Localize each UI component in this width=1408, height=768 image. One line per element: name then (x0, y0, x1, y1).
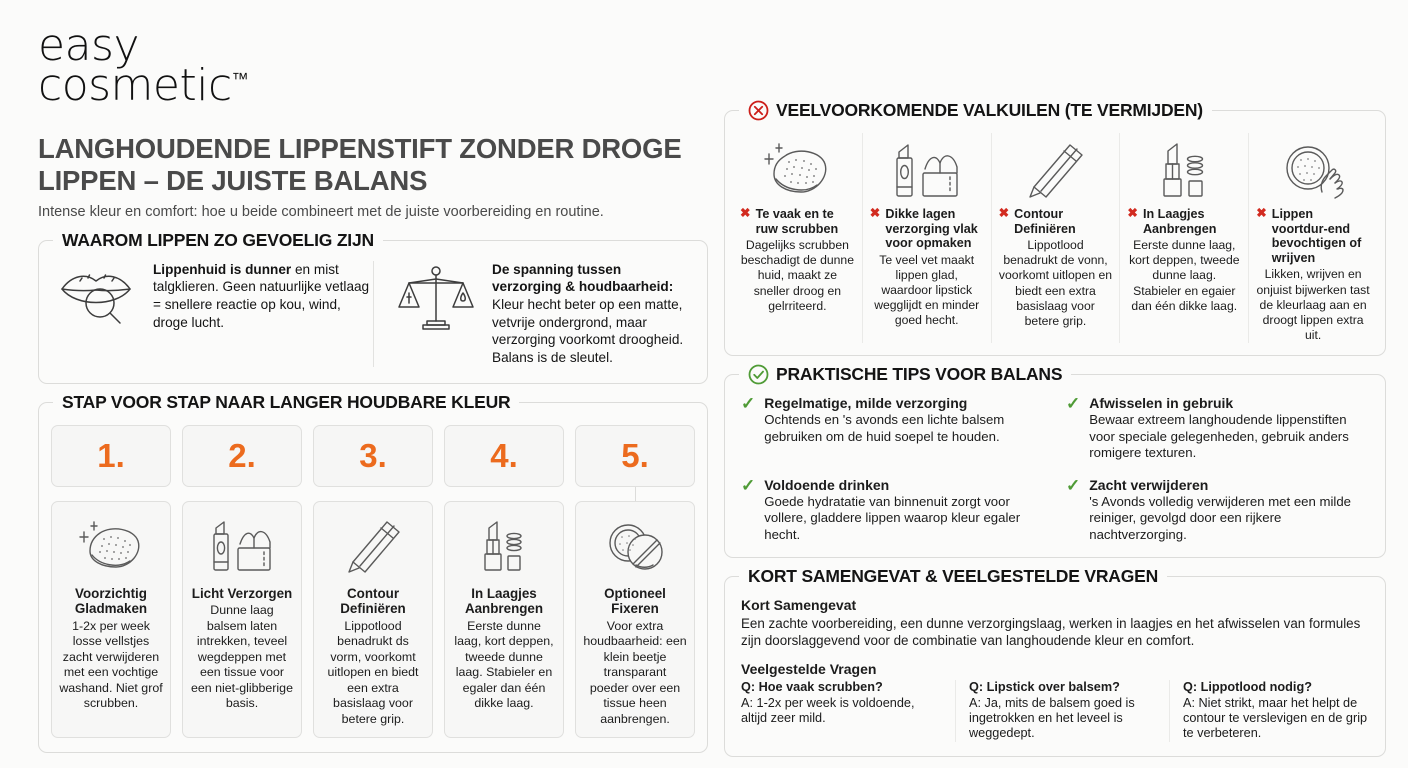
tip-text: 's Avonds volledig verwijderen met een milde reiniger, gevolgd door een rijkere nachtverzorging. (1089, 493, 1352, 542)
step-card (444, 501, 564, 739)
check-marker-icon: ✓ (1066, 394, 1081, 413)
pitfall-title-row (1127, 207, 1241, 236)
x-marker-icon: ✖ (1256, 206, 1267, 220)
check-marker-icon: ✓ (741, 394, 756, 413)
faq-item (955, 680, 1155, 742)
step-number-1: 1. (51, 425, 171, 487)
lipstick-icon (476, 511, 532, 583)
faq-answer: A: Niet strikt, maar het helpt de contour te verslevigen en de grip te verbeteren. (1183, 695, 1368, 741)
why-panel-legend-label: WAAROM LIPPEN ZO GEVOELIG ZIJN (62, 229, 374, 250)
brand-line-1: easy (38, 20, 139, 71)
pitfall-title-row (740, 207, 855, 236)
balm-tissue-icon (206, 511, 278, 583)
pitfall-item (1119, 133, 1248, 343)
summary-title: Kort Samengevat (741, 597, 857, 613)
circle-check-icon (748, 364, 769, 385)
pitfall-item (991, 133, 1120, 343)
pitfall-item (733, 133, 862, 343)
step-card-title: In Laagjes Aanbrengen (464, 585, 544, 617)
pitfall-title: Contour Definiëren (1014, 207, 1076, 236)
lips-magnifier-icon (53, 261, 141, 325)
step-card-text: Eerste dunne laag, kort deppen, tweede dunne laag. Stabieler en egaler dan één dikke laag. (454, 618, 554, 711)
why-item-text (492, 261, 693, 367)
sponge-sparkle-icon (78, 511, 144, 583)
balance-scale-icon (392, 261, 480, 333)
faq-title: Veelgestelde Vragen (741, 661, 877, 678)
step-card (182, 501, 302, 739)
pitfall-title-row (999, 207, 1113, 236)
step-card (51, 501, 171, 739)
lipstick-icon (1127, 133, 1241, 207)
pitfall-text: Te veel vet maakt lippen glad, waardoor lipstick wegglijdt en minder goed hecht. (874, 252, 980, 328)
tip-item (1066, 477, 1369, 544)
why-item (53, 261, 373, 367)
step-number-2: 2. (182, 425, 302, 487)
step-card (575, 501, 695, 739)
step-number-4: 4. (444, 425, 564, 487)
faq-answer: A: Ja, mits de balsem goed is ingetrokken en het leveel is weggedept. (969, 695, 1135, 741)
why-item (373, 261, 693, 367)
x-marker-icon: ✖ (740, 206, 751, 220)
lip-pencil-icon (343, 511, 403, 583)
pitfalls-panel (724, 100, 1386, 356)
summary-panel-legend-label: KORT SAMENGEVAT & VEELGESTELDE VRAGEN (748, 566, 1159, 586)
step-card-text: Lippotlood benadrukt ds vorm, voorkomt uitlopen en biedt een extra basislaag voor betere grip. (327, 618, 419, 726)
trademark-symbol: ™ (231, 69, 249, 90)
steps-panel (38, 391, 708, 754)
step-card-title: Contour Definiëren (340, 585, 406, 617)
step-number-row (51, 425, 695, 487)
pitfall-text: Eerste dunne laag, kort deppen, tweede dunne laag. Stabieler en egaier dan één dikke laag. (1129, 238, 1240, 313)
faq-item (1169, 680, 1369, 742)
brand-line-2: cosmetic (38, 60, 232, 112)
brand-logo (38, 20, 708, 112)
pitfalls-panel-legend-label: VEELVOORKOMENDE VALKUILEN (TE VERMIJDEN) (776, 100, 1203, 120)
lip-pencil-icon (999, 133, 1113, 207)
steps-panel-legend-label: STAP VOOR STAP NAAR LANGER HOUDBARE KLEUR (62, 391, 511, 412)
x-marker-icon: ✖ (869, 206, 881, 220)
circle-x-icon (748, 100, 769, 121)
faq-item (741, 680, 941, 742)
pitfall-title: Lippen voortdur-end bevochtigen of wrijven (1271, 207, 1362, 265)
faq-question: Q: Hoe vaak scrubben? (741, 680, 883, 695)
step-card-title: Licht Verzorgen (191, 585, 293, 601)
faq-question: Q: Lipstick over balsem? (969, 680, 1120, 695)
tip-item (1066, 395, 1369, 462)
pitfall-text: Lippotlood benadrukt de vonn, voorkomt uitlopen en biedt een extra basislaag voor betere grip. (998, 238, 1113, 328)
steps-panel-legend (53, 392, 519, 413)
tip-item (741, 477, 1044, 544)
pitfall-text: Dagelijks scrubben beschadigt de dunne huid, maakt ze sneller droog en gelrriteerd. (740, 238, 854, 313)
tips-panel-legend (739, 364, 1071, 385)
sponge-sparkle-icon (740, 133, 855, 207)
faq-answer: A: 1-2x per week is voldoende, altijd zeer mild. (741, 695, 915, 725)
faq-question: Q: Lippotlood nodig? (1183, 680, 1312, 695)
page-title: LANGHOUDENDE LIPPENSTIFT ZONDER DROGE LIPPEN – DE JUISTE BALANS (38, 132, 682, 196)
tip-title: Zacht verwijderen (1089, 476, 1209, 493)
step-card-text: Voor extra houdbaarheid: een klein beetje transparant poeder over een tissue heen aanbrengen. (583, 618, 687, 726)
tip-text: Goede hydratatie van binnenuit zorgt voor vollere, gladdere lippen waarop kleur egaler hecht. (764, 493, 1021, 542)
pitfall-item (1248, 133, 1377, 343)
x-marker-icon: ✖ (1127, 206, 1138, 220)
pitfall-title: Dikke lagen verzorging vlak voor opmaken (885, 207, 978, 251)
tip-text: Ochtends en 's avonds een lichte balsem gebruiken om de huid soepel te houden. (764, 412, 1005, 444)
pitfall-item (862, 133, 991, 343)
summary-panel-legend (739, 566, 1167, 587)
step-number-5: 5. (575, 425, 695, 487)
summary-text: Een zachte voorbereiding, een dunne verzorgingslaag, werken in laagjes en het afwisselen van formules zijn doorslaggevend voor de combinatie van langhoudende kleur en comfort. (741, 616, 1361, 649)
tip-item (741, 395, 1044, 462)
tip-title: Regelmatige, milde verzorging (764, 395, 968, 411)
right-column (708, 0, 1408, 768)
step-card (313, 501, 433, 739)
tips-panel (724, 364, 1386, 558)
pitfall-title-row (870, 207, 984, 251)
finger-powder-icon (1256, 133, 1370, 207)
pitfall-title: In Laagjes Aanbrengen (1142, 207, 1217, 236)
page-subtitle: Intense kleur en comfort: hoe u beide combineert met de juiste voorbereiding en routine. (38, 203, 604, 220)
step-connectors (51, 487, 695, 501)
pitfall-text: Likken, wrijven en onjuist bijwerken tast de kleurlaag aan en droogt lippen extra uit. (1256, 267, 1370, 342)
pitfall-title-row (1256, 207, 1370, 265)
step-card-title: Voorzichtig Gladmaken (74, 585, 148, 617)
tips-panel-legend-label: PRAKTISCHE TIPS VOOR BALANS (776, 364, 1063, 384)
why-item-body: Kleur hecht beter op een matte, vetvrije ondergrond, maar verzorging voorkomt droogheid. Balans is de sleutel. (492, 297, 684, 366)
step-card-row (51, 501, 695, 739)
powder-compact-icon (602, 511, 668, 583)
tip-title: Voldoende drinken (764, 476, 890, 493)
step-card-text: 1-2x per week losse vellstjes zacht verwijderen met een vochtige washand. Niet grof scrubben. (59, 618, 163, 711)
tip-text: Bewaar extreem langhoudende lippenstiften voor speciale gelegenheden, gebruik anders romigere texturen. (1089, 412, 1349, 460)
x-marker-icon: ✖ (998, 206, 1010, 220)
check-marker-icon: ✓ (1066, 475, 1081, 495)
summary-panel (724, 566, 1386, 757)
step-card-text: Dunne laag balsem laten intrekken, teveel wegdeppen met een tissue voor een niet-glibberige basis. (191, 603, 293, 711)
why-item-body: en mist talgklieren. Geen natuurlijke vetlaag = snellere reactie op kou, wind, droge lucht. (153, 261, 370, 330)
pitfalls-panel-legend (739, 100, 1212, 121)
why-panel-legend (53, 230, 383, 251)
pitfall-title: Te vaak en te ruw scrubben (755, 207, 839, 236)
step-card-title: Optioneel Fixeren (604, 585, 666, 617)
why-item-text (153, 261, 373, 332)
why-panel (38, 229, 708, 384)
balm-tissue-icon (870, 133, 984, 207)
step-number-3: 3. (313, 425, 433, 487)
why-item-lead: Lippenhuid is dunner (153, 261, 292, 277)
why-item-lead: De spanning tussen verzorging & houdbaarheid: (492, 261, 674, 295)
check-marker-icon: ✓ (741, 475, 756, 495)
tip-title: Afwisselen in gebruik (1089, 395, 1234, 411)
